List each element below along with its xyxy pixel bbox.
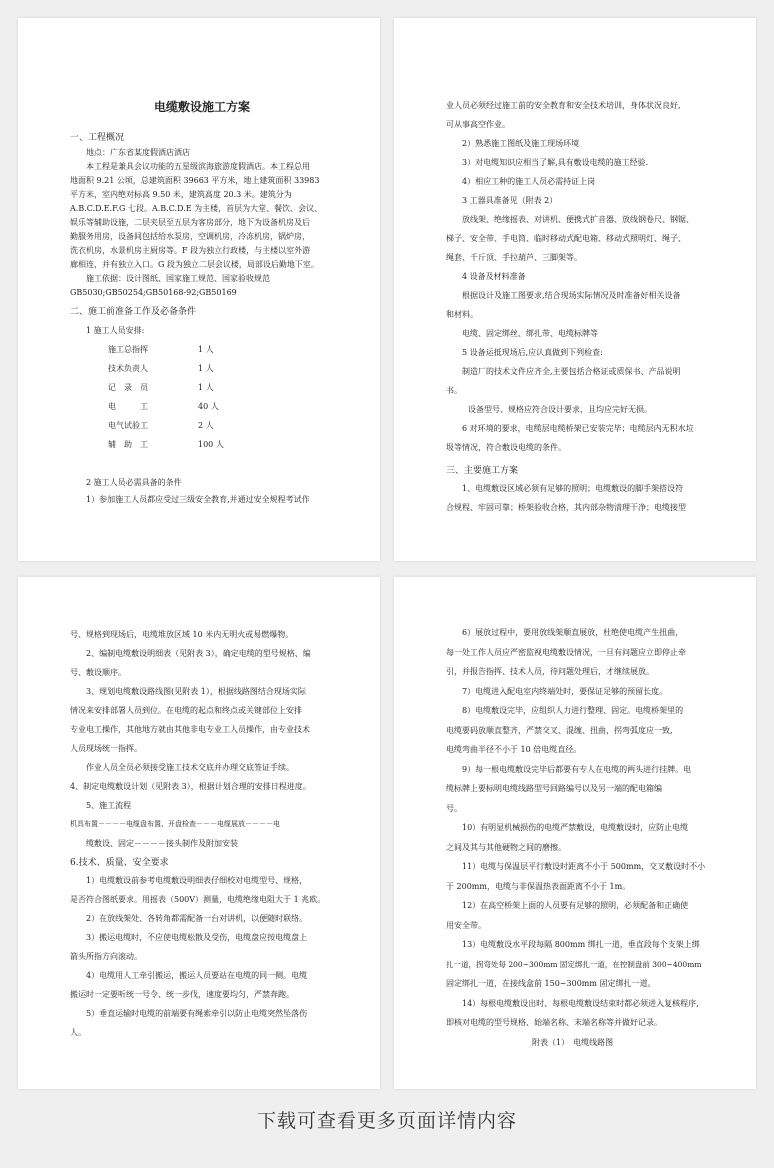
paragraph-line: A.B.C.D.E.F.G 七段。A.B.C.D.E 为主楼，首层为大堂、餐饮、会议、: [70, 204, 323, 213]
paragraph-line: 设备型号、规格应符合设计要求，且均应完好无损。: [468, 405, 652, 414]
paragraph-line: 号、规格到现场后，电缆堆放区域 10 米内无明火或易燃爆物。: [70, 630, 294, 639]
paragraph-line: 号。: [446, 803, 462, 813]
paragraph-line: 6）展放过程中，要用放线架顺直展放，杜绝使电缆产生扭曲，: [462, 628, 684, 637]
paragraph-line: 书。: [446, 386, 462, 395]
staff-role: 电气试验工: [108, 421, 148, 430]
staff-row: [70, 397, 334, 416]
staff-count: 2 人: [198, 421, 214, 430]
paragraph-line: 10）有明显机械损伤的电缆严禁敷设，电缆敷设时，应防止电缆: [462, 823, 689, 832]
paragraph-line: 是否符合图纸要求。用摇表（500V）测量，电缆绝缘电阻大于 1 兆欧。: [70, 895, 326, 904]
staff-count: 1 人: [198, 345, 214, 354]
paragraph-line: 平方米，室内绝对标高 9.50 米，建筑高度 20.3 米。建筑分为: [70, 190, 292, 199]
subheading-requirements: 2 施工人员必需具备的条件: [86, 478, 182, 487]
paragraph-line: 13）电缆敷设水平段每隔 800mm 绑扎一道，垂直段每个支架上绑: [462, 940, 700, 949]
paragraph-line: 根据设计及施工图要求,结合现场实际情况及时准备好相关设备: [462, 291, 681, 300]
subheading-process: 5、施工流程: [86, 801, 132, 810]
paragraph-line: 3）搬运电缆时，不应使电缆松散及受伤，电缆盘应按电缆盘上: [86, 933, 308, 942]
paragraph-line: 11）电缆与保温层平行敷设时距离不小于 500mm，交叉敷设时不小: [462, 862, 706, 871]
paragraph-line: 引，并报告指挥、技术人员，待问题处理后，才继续展放。: [446, 667, 654, 676]
section-heading-quality: 6.技术、质量、安全要求: [70, 858, 169, 868]
paragraph-line: 搬运时一定要听统一号令、统一步伐，速度要均匀，严禁奔跑。: [70, 990, 294, 999]
staff-row: [70, 359, 334, 378]
staff-role: 电 工: [108, 402, 148, 411]
paragraph-line: 2）在放线架处、各转角都需配备一台对讲机，以便随时联络。: [86, 914, 308, 923]
paragraph-line: 6 对环境的要求，电缆层电缆桥架已安装完毕；电缆层内无积水垃: [462, 424, 694, 433]
paragraph-line: 每一处工作人员应严密监视电缆敷设情况，一旦有问题应立即停止牵: [446, 647, 686, 657]
paragraph-line: 洗衣机房，水景机房主厨房等。F 段为独立行政楼，与主楼以室外游: [70, 246, 311, 255]
paragraph-line: 梯子、安全带、手电筒、临时移动式配电箱、移动式照明灯、绳子、: [446, 234, 686, 243]
subheading-materials: 4 设备及材料准备: [462, 272, 526, 281]
paragraph-line: 1、电缆敷设区域必须有足够的照明；电缆敷设的脚手架搭设符: [462, 484, 684, 493]
subheading-inspection: 5 设备运抵现场后,应认真做到下列检查:: [462, 348, 603, 357]
section-heading-plan: 三、主要施工方案: [446, 466, 519, 476]
paragraph-line: 缆标牌上要标明电缆线路型号回路编号以及另一端的配电箱编: [446, 784, 662, 793]
subheading-staff: 1 施工人员安排:: [86, 326, 145, 335]
paragraph-line: 绳套、千斤顶、手拉葫芦、三脚架等。: [446, 253, 582, 262]
appendix-caption: 附表（1） 电缆线路图: [532, 1037, 614, 1047]
paragraph-line: 制造厂的技术文件应齐全,主要包括合格证或质保书、产品说明: [462, 367, 681, 376]
paragraph-line: 电缆要码放顺直整齐，严禁交叉、混缠、扭曲，拐弯弧度应一致,: [446, 725, 673, 735]
section-heading-preparation: 二、施工前准备工作及必备条件: [70, 307, 197, 317]
document-page-4: [394, 577, 756, 1089]
paragraph-line: 8）电缆敷设完毕，应组织人力进行整理、固定。电缆桥架里的: [462, 706, 684, 715]
staff-count: 1 人: [198, 383, 214, 392]
paragraph-line: 作业人员全员必须接受施工技术交底并办理交底签证手续。: [86, 763, 294, 772]
paragraph-line: 可从事高空作业。: [446, 120, 510, 129]
subheading-tools: 3 工器具准备见（附表 2）: [462, 196, 558, 205]
paragraph-line: 扎一道，拐弯处每 200~300mm 固定绑扎一道，在控制盘前 300~400mm: [446, 959, 702, 969]
document-page-2: [394, 18, 756, 561]
paragraph-line: 1）参加施工人员都应受过三级安全教育,并通过安全规程考试作: [86, 495, 310, 504]
paragraph-line: 人。: [70, 1028, 86, 1037]
paragraph-line: 箭头所指方向滚动。: [70, 952, 142, 961]
paragraph-line: 施工依据：设计图纸、国家施工规范、国家验收规范: [86, 274, 270, 283]
paragraph-line: 圾等情况，符合敷设电缆的条件。: [446, 443, 566, 452]
paragraph-line: 娱乐等辅助设施，二层夹层至五层为客房部分，地下为设备机房及后: [70, 218, 310, 227]
staff-table: [70, 340, 334, 454]
process-flow-line: 机具布置－－－－电缆盘布置、开盘检查－－－电缆展放－－－－电: [70, 820, 280, 828]
paragraph-line: 地面积 9.21 公顷，总建筑面积 39663 平方米，地上建筑面积 33983: [70, 176, 320, 185]
paragraph-line: 之间及其与其他硬物之间的磨擦。: [446, 842, 566, 852]
paragraph-line: 4、制定电缆敷设计划（见附表 3），根据计划合理的安排日程进度。: [70, 782, 311, 791]
paragraph-line: 7）电缆进入配电室内终端处时，要保证足够的预留长度。: [462, 686, 668, 696]
document-page-1: [18, 18, 380, 561]
paragraph-line: 2）熟悉施工图纸及施工现场环境: [462, 139, 580, 148]
paragraph-line: 固定绑扎一道，在接线盒前 150~300mm 固定绑扎一道。: [446, 979, 656, 988]
staff-role: 记 录 员: [108, 383, 148, 392]
paragraph-line: 14）每根电缆敷设出时、每根电缆敷设结束时都必须进入复核程序,: [462, 998, 699, 1008]
paragraph-line: 情况来安排部署人员到位。在电缆的起点和终点或关键部位上安排: [70, 706, 302, 715]
download-more-link[interactable]: 下载可查看更多页面详情内容: [256, 1110, 517, 1132]
paragraph-line: 1）电缆敷设前参考电缆敷设明细表仔细校对电缆型号、规格，: [86, 876, 308, 885]
staff-row: [70, 435, 334, 454]
paragraph-line: 3）对电缆知识应相当了解,具有敷设电缆的施工经验.: [462, 158, 649, 167]
paragraph-line: 4）电缆用人工牵引搬运，搬运人员要站在电缆的同一侧。电缆: [86, 971, 308, 980]
document-page-3: [18, 577, 380, 1089]
paragraph-line: 3、规划电缆敷设路线图(见附表 1），根据线路图结合现场实际: [86, 687, 306, 696]
paragraph-line: 4）相应工种的施工人员必需持证上岗: [462, 177, 596, 186]
paragraph-line: 专业电工操作，其他地方就由其他非电专业工人员操作，由专业技术: [70, 725, 310, 734]
paragraph-line: GB5030;GB50254;GB50168-92;GB50169: [70, 288, 237, 297]
staff-count: 1 人: [198, 364, 214, 373]
staff-role: 技术负责人: [108, 364, 148, 373]
paragraph-line: 5）垂直运输时电缆的前端要有绳索牵引以防止电缆突然坠落伤: [86, 1009, 308, 1018]
document-title: 电缆敷设施工方案: [153, 100, 250, 114]
paragraph-line: 9）每一根电缆敷设完毕后都要有专人在电缆的两头进行挂牌。电: [462, 764, 692, 774]
paragraph-line: 电缆、固定绑丝、绑扎带、电缆标牌等: [462, 329, 598, 338]
paragraph-line: 12）在高空桥架上面的人员要有足够的照明，必须配备和正确使: [462, 901, 689, 910]
staff-role: 施工总指挥: [108, 345, 148, 354]
staff-row: [70, 340, 334, 359]
staff-count: 100 人: [198, 440, 224, 449]
paragraph-line: 于 200mm，电缆与非保温热表面距离不小于 1m。: [446, 881, 631, 891]
staff-row: [70, 378, 334, 397]
paragraph-line: 用安全带。: [446, 920, 486, 930]
process-flow-line: 缆敷设、固定－－－－接头制作及附加安装: [86, 839, 238, 848]
paragraph-line: 本工程是兼具会议功能的五星级滨海旅游度假酒店。本工程总用: [86, 162, 310, 171]
section-heading-overview: 一、工程概况: [70, 133, 125, 143]
paragraph-line: 廊相连，并有独立入口。G 段为独立二层会议楼，局部设后勤地下室。: [70, 260, 319, 269]
paragraph-line: 地点：广东省某度假酒店酒店: [86, 148, 190, 157]
staff-count: 40 人: [198, 402, 219, 411]
paragraph-line: 合规程、牢固可靠；桥架验收合格，其内部杂物清理干净；电缆接型: [446, 503, 686, 512]
paragraph-line: 和材料。: [446, 310, 478, 319]
paragraph-line: 2、编制电缆敷设明细表（见附表 3），确定电缆的型号规格、编: [86, 649, 311, 658]
staff-role: 辅 助 工: [108, 440, 148, 449]
paragraph-line: 勤服务用房，设备间包括给水泵房，空调机房，冷冻机房，锅炉房，: [70, 232, 310, 241]
paragraph-line: 号、敷设顺序。: [70, 668, 126, 677]
paragraph-line: 即核对电缆的型号规格、始端名称、末端名称等并做好记录。: [446, 1018, 662, 1027]
staff-row: [70, 416, 334, 435]
paragraph-line: 电缆弯曲半径不小于 10 倍电缆直径。: [446, 745, 582, 754]
paragraph-line: 人员现场统一指挥。: [70, 744, 142, 753]
paragraph-line: 放线架、绝缘摇表、对讲机、便携式扩音器、放线钢卷尺、钢锯、: [462, 215, 694, 224]
paragraph-line: 业人员必须经过施工前的安全教育和安全技术培训，身体状况良好,: [446, 101, 681, 110]
